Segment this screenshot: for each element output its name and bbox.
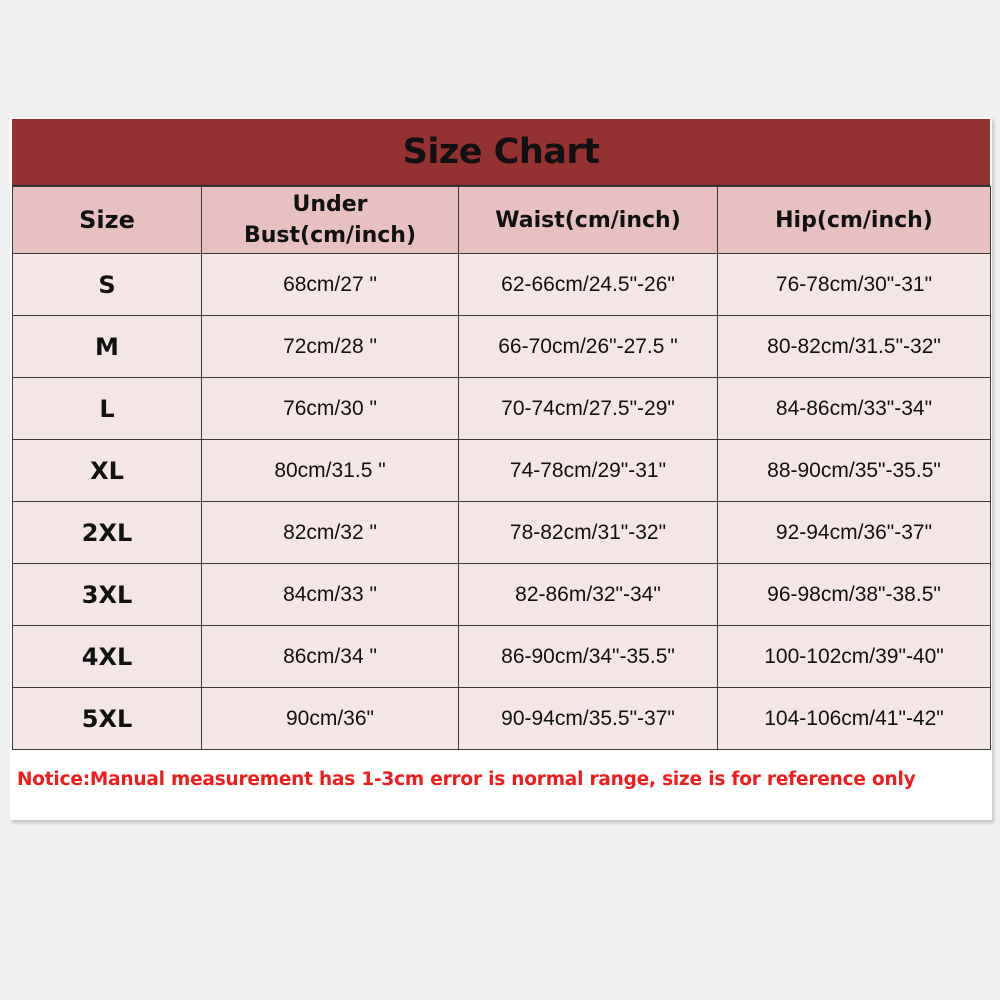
- hip-cell: 84-86cm/33"-34": [718, 378, 991, 440]
- table-row: [13, 502, 991, 564]
- table-row: [13, 378, 991, 440]
- size-cell: 2XL: [13, 502, 202, 564]
- under-bust-cell: 90cm/36": [202, 688, 459, 750]
- size-cell: M: [13, 316, 202, 378]
- hip-cell: 80-82cm/31.5"-32": [718, 316, 991, 378]
- chart-title: Size Chart: [402, 132, 600, 172]
- table-row: [13, 254, 991, 316]
- hip-cell: 88-90cm/35"-35.5": [718, 440, 991, 502]
- size-cell: L: [13, 378, 202, 440]
- header-under-bust: [202, 187, 459, 254]
- table-row: [13, 316, 991, 378]
- waist-cell: 74-78cm/29"-31": [459, 440, 718, 502]
- hip-cell: 92-94cm/36"-37": [718, 502, 991, 564]
- table-row: [13, 440, 991, 502]
- waist-cell: 90-94cm/35.5"-37": [459, 688, 718, 750]
- header-under-bust-line1: Under: [292, 192, 368, 217]
- under-bust-cell: 84cm/33 ": [202, 564, 459, 626]
- size-chart-card: [10, 117, 992, 820]
- waist-cell: 62-66cm/24.5"-26": [459, 254, 718, 316]
- size-table: [12, 186, 991, 750]
- table-row: [13, 688, 991, 750]
- hip-cell: 104-106cm/41"-42": [718, 688, 991, 750]
- header-size: Size: [13, 187, 202, 254]
- size-cell: S: [13, 254, 202, 316]
- header-under-bust-line2: Bust(cm/inch): [243, 223, 417, 248]
- size-cell: XL: [13, 440, 202, 502]
- waist-cell: 78-82cm/31"-32": [459, 502, 718, 564]
- under-bust-cell: 68cm/27 ": [202, 254, 459, 316]
- header-row: [13, 187, 991, 254]
- hip-cell: 96-98cm/38"-38.5": [718, 564, 991, 626]
- under-bust-cell: 80cm/31.5 ": [202, 440, 459, 502]
- waist-cell: 66-70cm/26"-27.5 ": [459, 316, 718, 378]
- waist-cell: 70-74cm/27.5"-29": [459, 378, 718, 440]
- waist-cell: 82-86m/32"-34": [459, 564, 718, 626]
- under-bust-cell: 86cm/34 ": [202, 626, 459, 688]
- hip-cell: 76-78cm/30"-31": [718, 254, 991, 316]
- size-cell: 5XL: [13, 688, 202, 750]
- notice-text: Notice:Manual measurement has 1-3cm error is normal range, size is for reference only: [17, 769, 916, 790]
- table-row: [13, 626, 991, 688]
- under-bust-cell: 76cm/30 ": [202, 378, 459, 440]
- waist-cell: 86-90cm/34"-35.5": [459, 626, 718, 688]
- header-waist: Waist(cm/inch): [459, 187, 718, 254]
- hip-cell: 100-102cm/39"-40": [718, 626, 991, 688]
- header-hip: Hip(cm/inch): [718, 187, 991, 254]
- size-cell: 3XL: [13, 564, 202, 626]
- under-bust-cell: 82cm/32 ": [202, 502, 459, 564]
- size-cell: 4XL: [13, 626, 202, 688]
- table-row: [13, 564, 991, 626]
- under-bust-cell: 72cm/28 ": [202, 316, 459, 378]
- title-bar: [12, 119, 990, 186]
